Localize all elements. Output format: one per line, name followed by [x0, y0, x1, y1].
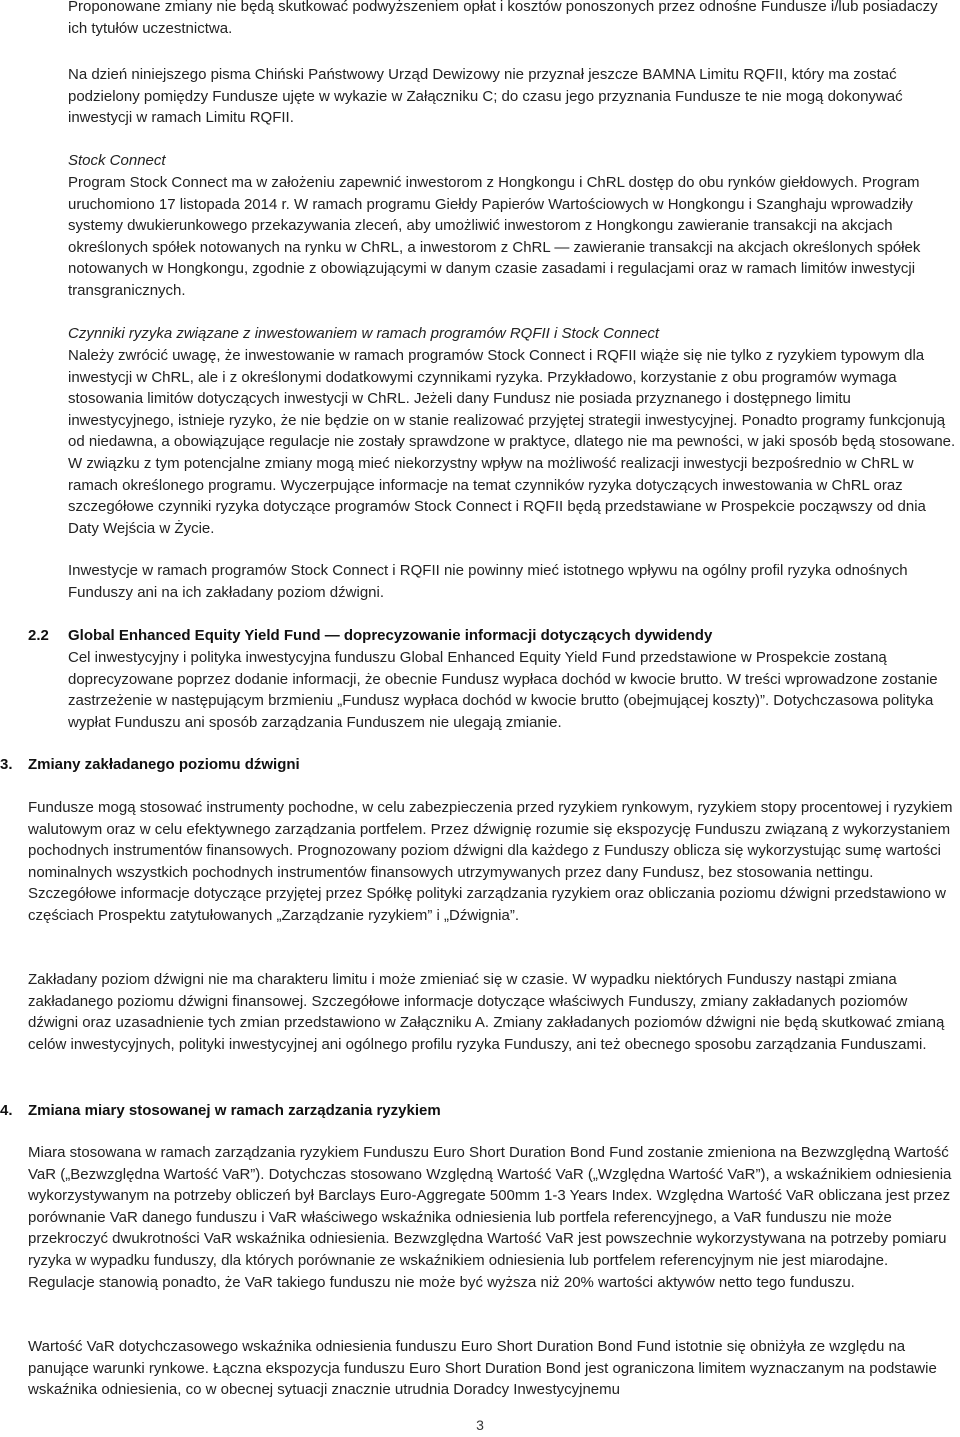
paragraph-leverage: Fundusze mogą stosować instrumenty pochodne, w celu zabezpieczenia przed ryzykiem rynkowym, ryzykiem stopy procentowej i ryzykiem walutowym oraz w celu efektywnego zarządzania portfelem. Przez dźwignię rozumie się ekspozycję Funduszu związaną z wykorzystaniem pochodnych instrumentów finansowych. Prognozowany poziom dźwigni dla każdego z Funduszy oblicza się wykorzystując sumę wartości nominalnych wszystkich pochodnych instrumentów finansowych utrzymywanych przez dany Fundusz, bez stosowania nettingu. Szczegółowe informacje dotyczące przyjętej przez Spółkę polityki zarządzania ryzykiem oraz obliczania poziomu dźwigni przedstawiono w częściach Prospektu zatytułowanych „Zarządzanie ryzykiem” i „Dźwignia”. — [28, 799, 953, 924]
section-number: 4. — [0, 1102, 13, 1119]
section-3-heading — [0, 754, 956, 776]
section-4-heading — [0, 1100, 956, 1122]
paragraph-stock-connect: Program Stock Connect ma w założeniu zapewnić inwestorom z Hongkongu i ChRL dostęp do obu rynków giełdowych. Program uruchomiono 17 listopada 2014 r. W ramach programu Giełdy Papierów Wartościowych w Hongkongu i Szanghaju wprowadziły systemy dwukierunkowego przekazywania zleceń, aby umożliwić inwestorom z Hongkongu zawieranie transakcji na akcjach określonych spółek notowanych na rynku w ChRL, a inwestorom z ChRL — zawieranie transakcji na akcjach określonych spółek notowanych w Hongkongu, zgodnie z obowiązującymi w danym czasie zasadami i regulacjami oraz w ramach limitów inwestycji transgranicznych. — [68, 174, 921, 299]
section-title: Zmiany zakładanego poziomu dźwigni — [28, 756, 300, 773]
paragraph-risk-factors: Należy zwrócić uwagę, że inwestowanie w ramach programów Stock Connect i RQFII wiąże się nie tylko z ryzykiem typowym dla inwestycji w ChRL, ale i z określonymi dodatkowymi czynnikami ryzyka. Przykładowo, korzystanie z obu programów wymaga stosowania limitów dotyczących inwestycji w ChRL. Jeżeli dany Fundusz nie posiada przyznanego i dostępnego limitu inwestycyjnego, istnieje ryzyko, że nie będzie on w stanie realizować przyjętej strategii inwestycyjnej. Ponadto programy funkcjonują od niedawna, a obowiązujące regulacje nie zostały sprawdzone w praktyce, dlatego nie ma pewności, w jaki sposób będą stosowane. W związku z tym potencjalne zmiany mogą mieć niekorzystny wpływ na możliwość realizacji inwestycji bezpośrednio w ChRL w ramach określonego programu. Wyczerpujące informacje na temat czynników ryzyka dotyczących inwestowania w ChRL oraz szczegółowe czynniki ryzyka dotyczące programów Stock Connect i RQFII będą przedstawiane w Prospekcie począwszy od dnia Daty Wejścia w Życie. — [68, 347, 956, 537]
risk-factors-title: Czynniki ryzyka związane z inwestowaniem w ramach programów RQFII i Stock Connect — [68, 325, 660, 342]
section-2-2-heading — [28, 625, 956, 647]
section-title: Global Enhanced Equity Yield Fund — doprecyzowanie informacji dotyczących dywidendy — [68, 627, 713, 644]
stock-connect-title: Stock Connect — [68, 152, 166, 169]
paragraph-var-benchmark: Wartość VaR dotychczasowego wskaźnika odniesienia funduszu Euro Short Duration Bond Fund istotnie się obniżyła ze względu na panujące warunki rynkowe. Łączna ekspozycja funduszu Euro Short Duration Bond jest ograniczona limitem wyznaczanym na podstawie wskaźnika odniesienia, co w obecnej sytuacji znacznie utrudnia Doradcy Inwestycyjnemu — [28, 1338, 937, 1399]
section-number: 2.2 — [28, 627, 49, 644]
section-number: 3. — [0, 756, 13, 773]
paragraph-var-change: Miara stosowana w ramach zarządzania ryzykiem Funduszu Euro Short Duration Bond Fund zostanie zmieniona na Bezwzględną Wartość VaR („Bezwzględna Wartość VaR”). Dotychczas stosowano Względną Wartość VaR („Względna Wartość VaR”), a wskaźnikiem odniesienia wykorzystywanym na potrzeby obliczeń był Barclays Euro-Aggregate 500mm 1-3 Years Index. Względna Wartość VaR obliczana jest przez porównanie VaR danego funduszu i VaR właściwego wskaźnika odniesienia lub portfela referencyjnego, a VaR funduszu nie może przekroczyć dwukrotności VaR wskaźnika odniesienia. Bezwzględna Wartość VaR jest powszechnie wykorzystywana na potrzeby pomiaru ryzyka w wypadku funduszy, dla których porównanie ze wskaźnikiem odniesienia lub portfelem referencyjnym nie jest miarodajne. Regulacje stanowią ponadto, że VaR takiego funduszu nie może być wyższa niż 20% wartości aktywów netto tego funduszu. — [28, 1144, 952, 1291]
paragraph-rqfii-limit: Na dzień niniejszego pisma Chiński Państwowy Urząd Dewizowy nie przyznał jeszcze BAMNA Limitu RQFII, który ma zostać podzielony pomiędzy Fundusze ujęte w wykazie w Załączniku C; do czasu jego przyznania Fundusze te nie mogą dokonywać inwestycji w ramach Limitu RQFII. — [68, 66, 903, 127]
section-title: Zmiana miary stosowanej w ramach zarządzania ryzykiem — [28, 1102, 441, 1119]
page-number: 3 — [476, 1417, 484, 1433]
paragraph-investment-impact: Inwestycje w ramach programów Stock Connect i RQFII nie powinny mieć istotnego wpływu na ogólny profil ryzyka odnośnych Funduszy ani na ich zakładany poziom dźwigni. — [68, 562, 908, 601]
paragraph-dividend: Cel inwestycyjny i polityka inwestycyjna funduszu Global Enhanced Equity Yield Fund przedstawione w Prospekcie zostaną doprecyzowane poprzez dodanie informacji, że obecnie Fundusz wypłaca dochód w kwocie brutto. W treści wprowadzone zostanie zastrzeżenie w następującym brzmieniu „Fundusz wypłaca dochód w kwocie brutto (obejmującej koszty)”. Dotychczasowa polityka wypłat Funduszu ani sposób zarządzania Funduszem nie ulegają zmianie. — [68, 649, 938, 731]
paragraph-leverage-changes: Zakładany poziom dźwigni nie ma charakteru limitu i może zmieniać się w czasie. W wypadku niektórych Funduszy nastąpi zmiana zakładanego poziomu dźwigni finansowej. Szczegółowe informacje dotyczące właściwych Funduszy, zmiany zakładanych poziomów dźwigni oraz uzasadnienie tych zmian przedstawiono w Załączniku A. Zmiany zakładanych poziomów dźwigni nie będą skutkować zmianą celów inwestycyjnych, polityki inwestycyjnej ani ogólnego profilu ryzyka Funduszy, ani też obecnego sposobu zarządzania Funduszami. — [28, 971, 945, 1053]
paragraph-fees: Proponowane zmiany nie będą skutkować podwyższeniem opłat i kosztów ponoszonych przez odnośne Fundusze i/lub posiadaczy ich tytułów uczestnictwa. — [68, 0, 938, 37]
